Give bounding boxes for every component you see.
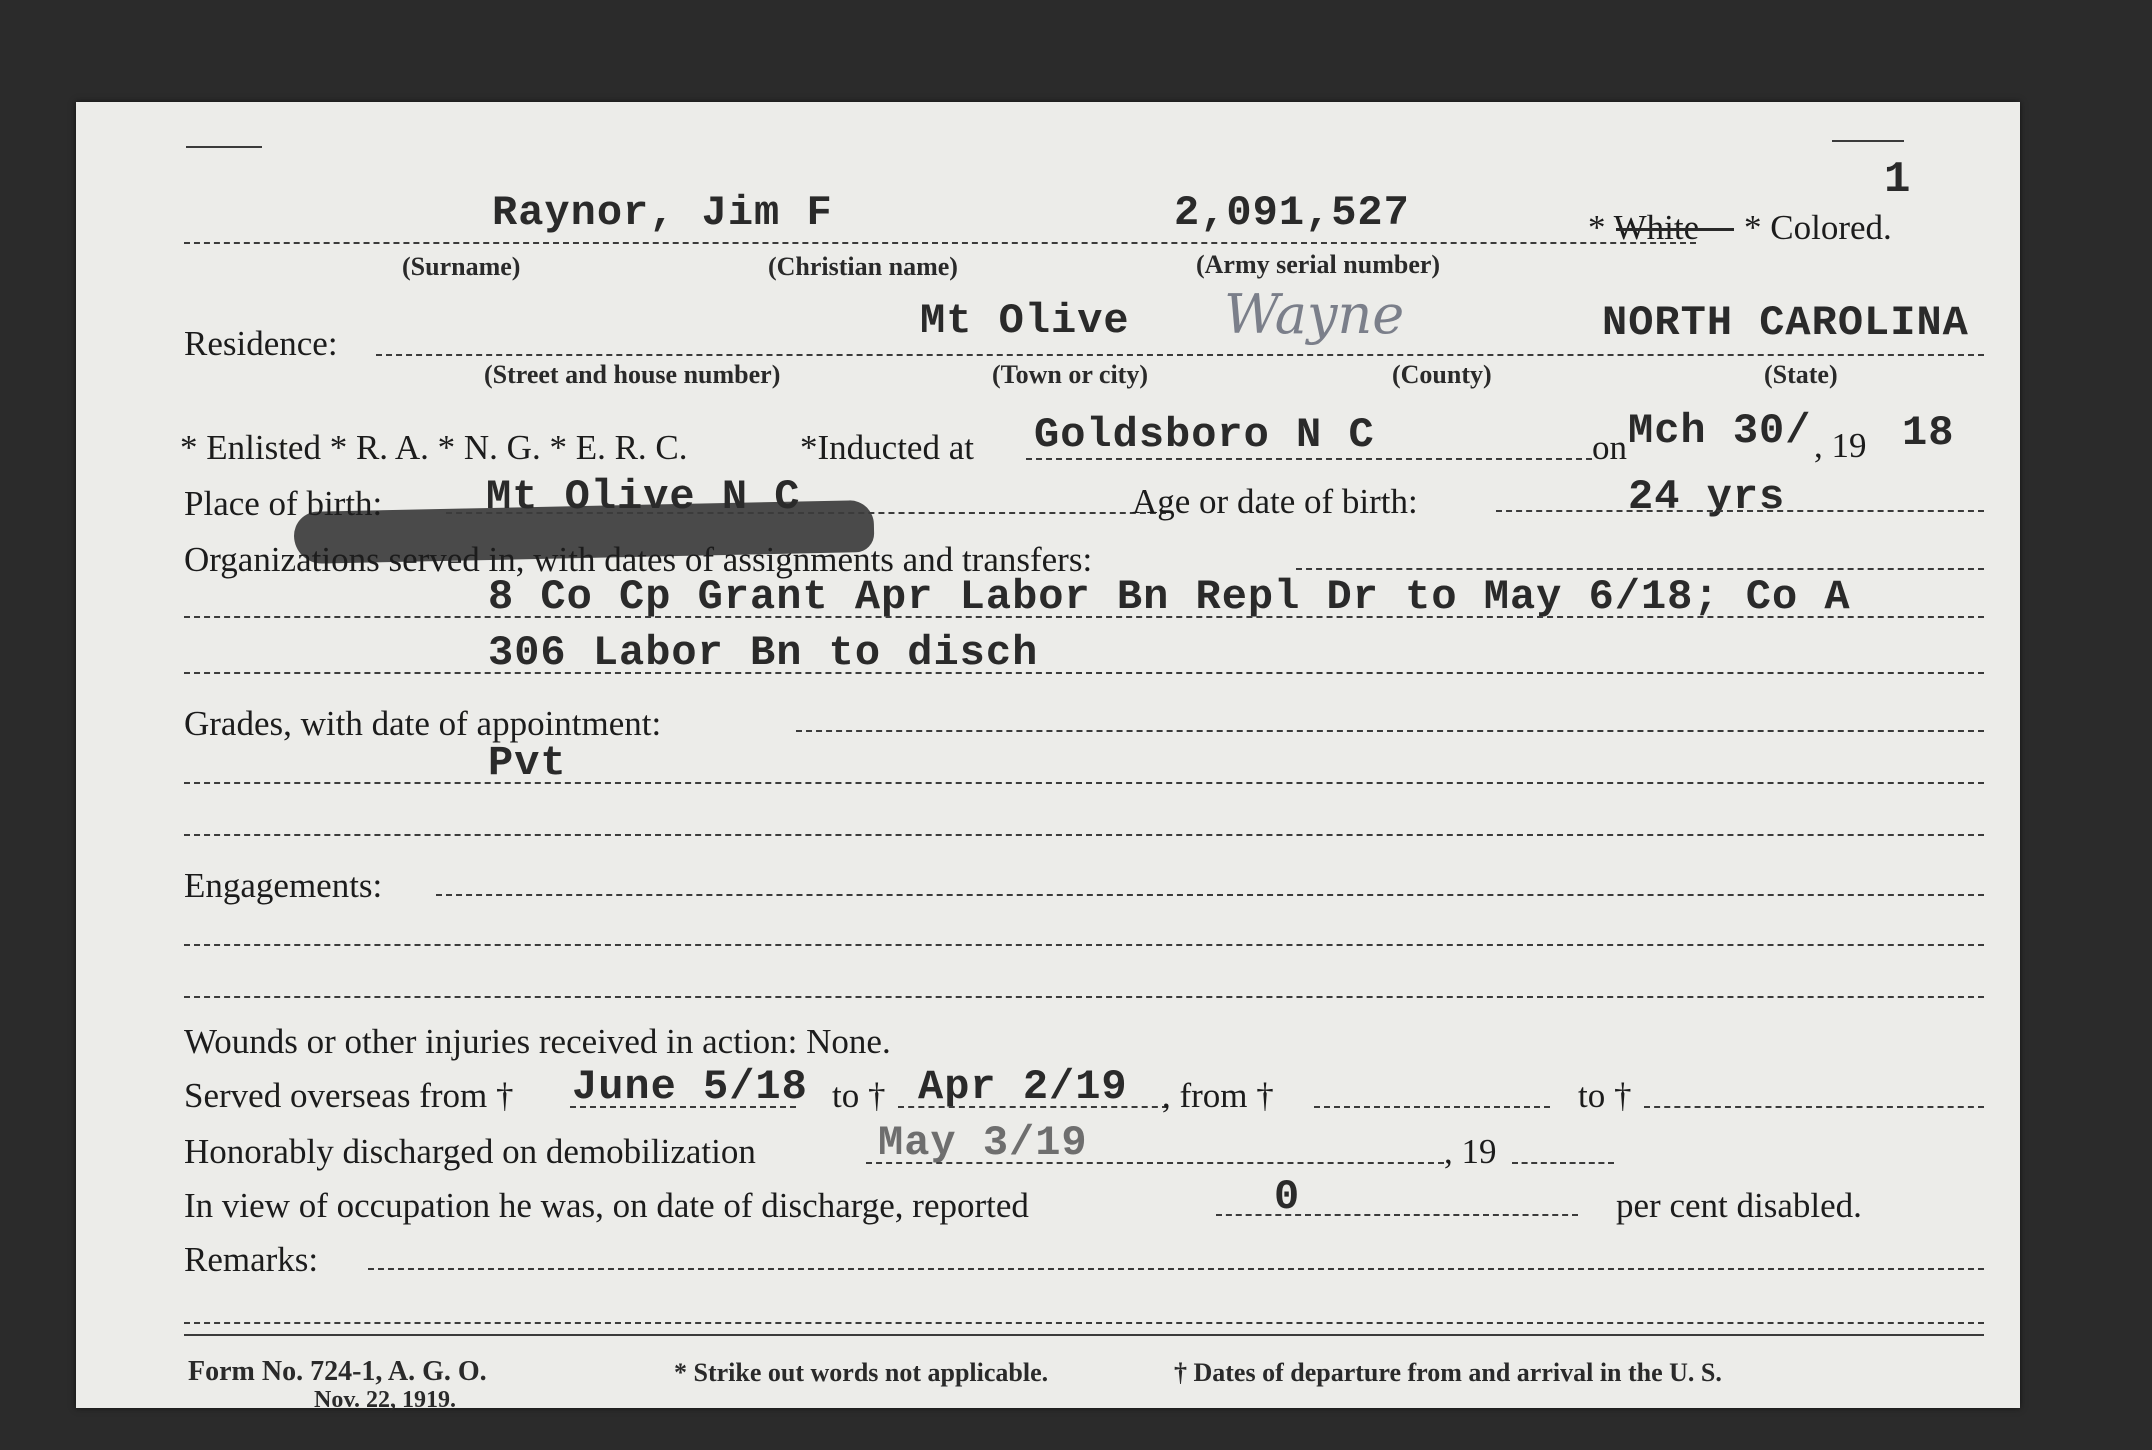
grades-line-2 — [184, 834, 1984, 836]
form-number: Form No. 724-1, A. G. O. — [188, 1356, 487, 1387]
residence-line — [376, 354, 1984, 356]
second-from-label: , from † — [1162, 1076, 1274, 1115]
overseas-to-line — [898, 1106, 1168, 1108]
wounds-label: Wounds or other injuries received in action: None. — [184, 1022, 891, 1061]
service-record-card — [76, 102, 2020, 1413]
caption-christian-name: (Christian name) — [768, 252, 958, 281]
overseas-label: Served overseas from † — [184, 1076, 514, 1115]
grades-line-0 — [796, 730, 1984, 732]
second-to-line — [1644, 1106, 1984, 1108]
footnote-dates: † Dates of departure from and arrival in the U. S. — [1174, 1358, 1722, 1387]
caption-town: (Town or city) — [992, 360, 1148, 389]
discharge-value: May 3/19 — [878, 1119, 1088, 1167]
remarks-label: Remarks: — [184, 1240, 319, 1279]
inducted-place-line — [1026, 458, 1592, 460]
race-white: * White — [1588, 208, 1700, 247]
disability-value: 0 — [1274, 1173, 1301, 1221]
remarks-line-1 — [184, 1322, 1984, 1324]
county-value: Wayne — [1224, 283, 1405, 346]
corner-dash — [186, 146, 262, 148]
caption-surname: (Surname) — [402, 252, 521, 281]
discharge-line — [866, 1162, 1444, 1164]
engagements-line-1 — [184, 944, 1984, 946]
overseas-to-value: Apr 2/19 — [918, 1063, 1128, 1111]
serial-value: 2,091,527 — [1174, 189, 1410, 237]
disability-line — [1216, 1214, 1578, 1216]
discharge-year-line — [1512, 1162, 1614, 1164]
age-line — [1496, 510, 1984, 512]
residence-label: Residence: — [184, 324, 338, 363]
organizations-line-0 — [1296, 568, 1984, 570]
caption-state: (State) — [1764, 360, 1838, 389]
organizations-line2: 306 Labor Bn to disch — [488, 629, 1039, 677]
page-number: 1 — [1884, 155, 1912, 205]
discharge-label: Honorably discharged on demobilization — [184, 1132, 756, 1171]
engagements-line-2 — [184, 996, 1984, 998]
name-line — [184, 242, 1696, 244]
overseas-from-line — [570, 1106, 796, 1108]
birth-label: Place of birth: — [184, 484, 383, 523]
engagements-label: Engagements: — [184, 866, 383, 905]
inducted-place-value: Goldsboro N C — [1034, 411, 1375, 459]
engagements-line-0 — [436, 894, 1984, 896]
second-to-label: to † — [1578, 1076, 1632, 1115]
race-white-strike — [1616, 228, 1734, 231]
grades-line-1 — [184, 782, 1984, 784]
caption-county: (County) — [1392, 360, 1492, 389]
overseas-to-label: to † — [832, 1076, 886, 1115]
birth-value: Mt Olive N C — [486, 473, 801, 521]
year-prefix: , 19 — [1814, 426, 1867, 465]
overseas-from-value: June 5/18 — [572, 1063, 808, 1111]
organizations-line-1 — [184, 616, 1984, 618]
caption-serial: (Army serial number) — [1196, 250, 1441, 279]
footnote-strike: * Strike out words not applicable. — [674, 1358, 1049, 1387]
second-from-line — [1314, 1106, 1550, 1108]
birth-line — [446, 512, 1166, 514]
surname-value: Raynor, Jim F — [492, 189, 833, 237]
state-value: NORTH CAROLINA — [1602, 299, 1969, 347]
form-date: Nov. 22, 1919. — [314, 1387, 457, 1413]
page-number-dash — [1832, 140, 1904, 142]
enlist-options: * Enlisted * R. A. * N. G. * E. R. C. — [180, 428, 688, 467]
organizations-line1: 8 Co Cp Grant Apr Labor Bn Repl Dr to May 6/18; Co A — [488, 573, 1851, 621]
footer-rule — [184, 1334, 1984, 1336]
town-value: Mt Olive — [920, 297, 1130, 345]
grades-label: Grades, with date of appointment: — [184, 704, 662, 743]
grades-value: Pvt — [488, 739, 567, 787]
race-colored: * Colored. — [1744, 208, 1892, 247]
age-label: Age or date of birth: — [1132, 482, 1418, 521]
caption-street: (Street and house number) — [484, 360, 781, 389]
inducted-date-value: Mch 30/ — [1628, 407, 1812, 455]
organizations-line-2 — [184, 672, 1984, 674]
disability-label: In view of occupation he was, on date of discharge, reported — [184, 1186, 1029, 1225]
year-suffix: 18 — [1902, 409, 1955, 457]
remarks-line-0 — [368, 1268, 1984, 1270]
on-label: on — [1592, 428, 1627, 467]
discharge-year-label: , 19 — [1444, 1132, 1497, 1171]
disability-suffix: per cent disabled. — [1616, 1186, 1862, 1225]
inducted-label: *Inducted at — [800, 428, 974, 467]
age-value: 24 yrs — [1628, 473, 1786, 521]
organizations-label: Organizations served in, with dates of assignments and transfers: — [184, 540, 1093, 579]
